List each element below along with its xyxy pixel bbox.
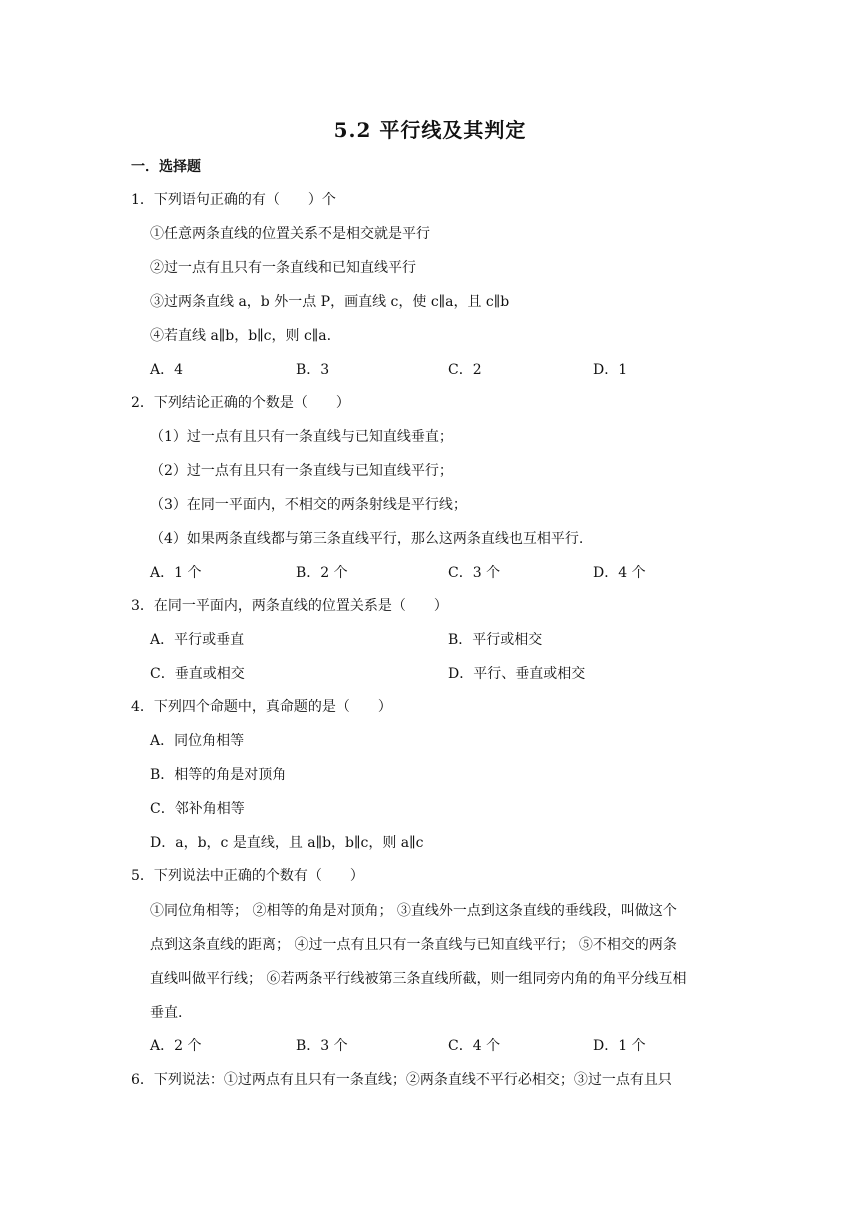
question-5-body-line-2: 点到这条直线的距离； ④过一点有且只有一条直线与已知直线平行； ⑤不相交的两条 (150, 937, 677, 953)
question-2-item-2: （2）过一点有且只有一条直线与已知直线平行； (150, 463, 453, 479)
question-3-option-c: C．垂直或相交 (150, 666, 245, 682)
question-2-item-4: （4）如果两条直线都与第三条直线平行，那么这两条直线也互相平行. (150, 531, 584, 547)
question-1-option-c: C．2 (448, 362, 482, 378)
question-2-option-b: B．2 个 (296, 565, 348, 581)
page-title: 5.2 平行线及其判定 (333, 118, 527, 142)
question-2-option-c: C．3 个 (448, 565, 501, 581)
question-2-stem: 2．下列结论正确的个数是（ ） (131, 395, 350, 411)
question-4-option-b: B．相等的角是对顶角 (150, 767, 287, 783)
question-5-body-line-1: ①同位角相等； ②相等的角是对顶角； ③直线外一点到这条直线的垂线段，叫做这个 (150, 903, 677, 919)
question-1-item-1: ①任意两条直线的位置关系不是相交就是平行 (150, 226, 430, 242)
question-5-option-b: B．3 个 (296, 1038, 348, 1054)
question-5-option-c: C．4 个 (448, 1038, 501, 1054)
question-1-option-d: D．1 (593, 362, 628, 378)
section-heading: 一．选择题 (131, 159, 201, 175)
question-6-stem: 6．下列说法：①过两点有且只有一条直线；②两条直线不平行必相交；③过一点有且只 (131, 1072, 672, 1088)
question-1-item-3: ③过两条直线 a，b 外一点 P，画直线 c，使 c∥a，且 c∥b (150, 294, 510, 310)
question-1-stem: 1．下列语句正确的有（ ）个 (131, 192, 336, 208)
question-3-option-a: A．平行或垂直 (150, 632, 245, 648)
question-4-option-d: D．a，b，c 是直线，且 a∥b，b∥c，则 a∥c (150, 835, 424, 851)
question-1-option-a: A．4 (150, 362, 184, 378)
question-4-option-c: C．邻补角相等 (150, 801, 245, 817)
question-1-item-2: ②过一点有且只有一条直线和已知直线平行 (150, 260, 416, 276)
question-2-item-3: （3）在同一平面内，不相交的两条射线是平行线； (150, 497, 467, 513)
question-2-option-a: A．1 个 (150, 565, 202, 581)
question-1-item-4: ④若直线 a∥b，b∥c，则 c∥a. (150, 328, 332, 344)
question-5-option-d: D．1 个 (593, 1038, 646, 1054)
question-3-stem: 3．在同一平面内，两条直线的位置关系是（ ） (131, 598, 448, 614)
question-3-option-b: B．平行或相交 (448, 632, 543, 648)
question-3-option-d: D．平行、垂直或相交 (448, 666, 586, 682)
question-1-option-b: B．3 (296, 362, 330, 378)
question-5-stem: 5．下列说法中正确的个数有（ ） (131, 868, 364, 884)
question-2-item-1: （1）过一点有且只有一条直线与已知直线垂直； (150, 429, 453, 445)
question-4-option-a: A．同位角相等 (150, 733, 245, 749)
question-4-stem: 4．下列四个命题中，真命题的是（ ） (131, 699, 392, 715)
question-5-body-line-4: 垂直. (150, 1005, 183, 1021)
question-2-option-d: D．4 个 (593, 565, 646, 581)
question-5-option-a: A．2 个 (150, 1038, 202, 1054)
question-5-body-line-3: 直线叫做平行线； ⑥若两条平行线被第三条直线所截，则一组同旁内角的角平分线互相 (150, 971, 687, 987)
